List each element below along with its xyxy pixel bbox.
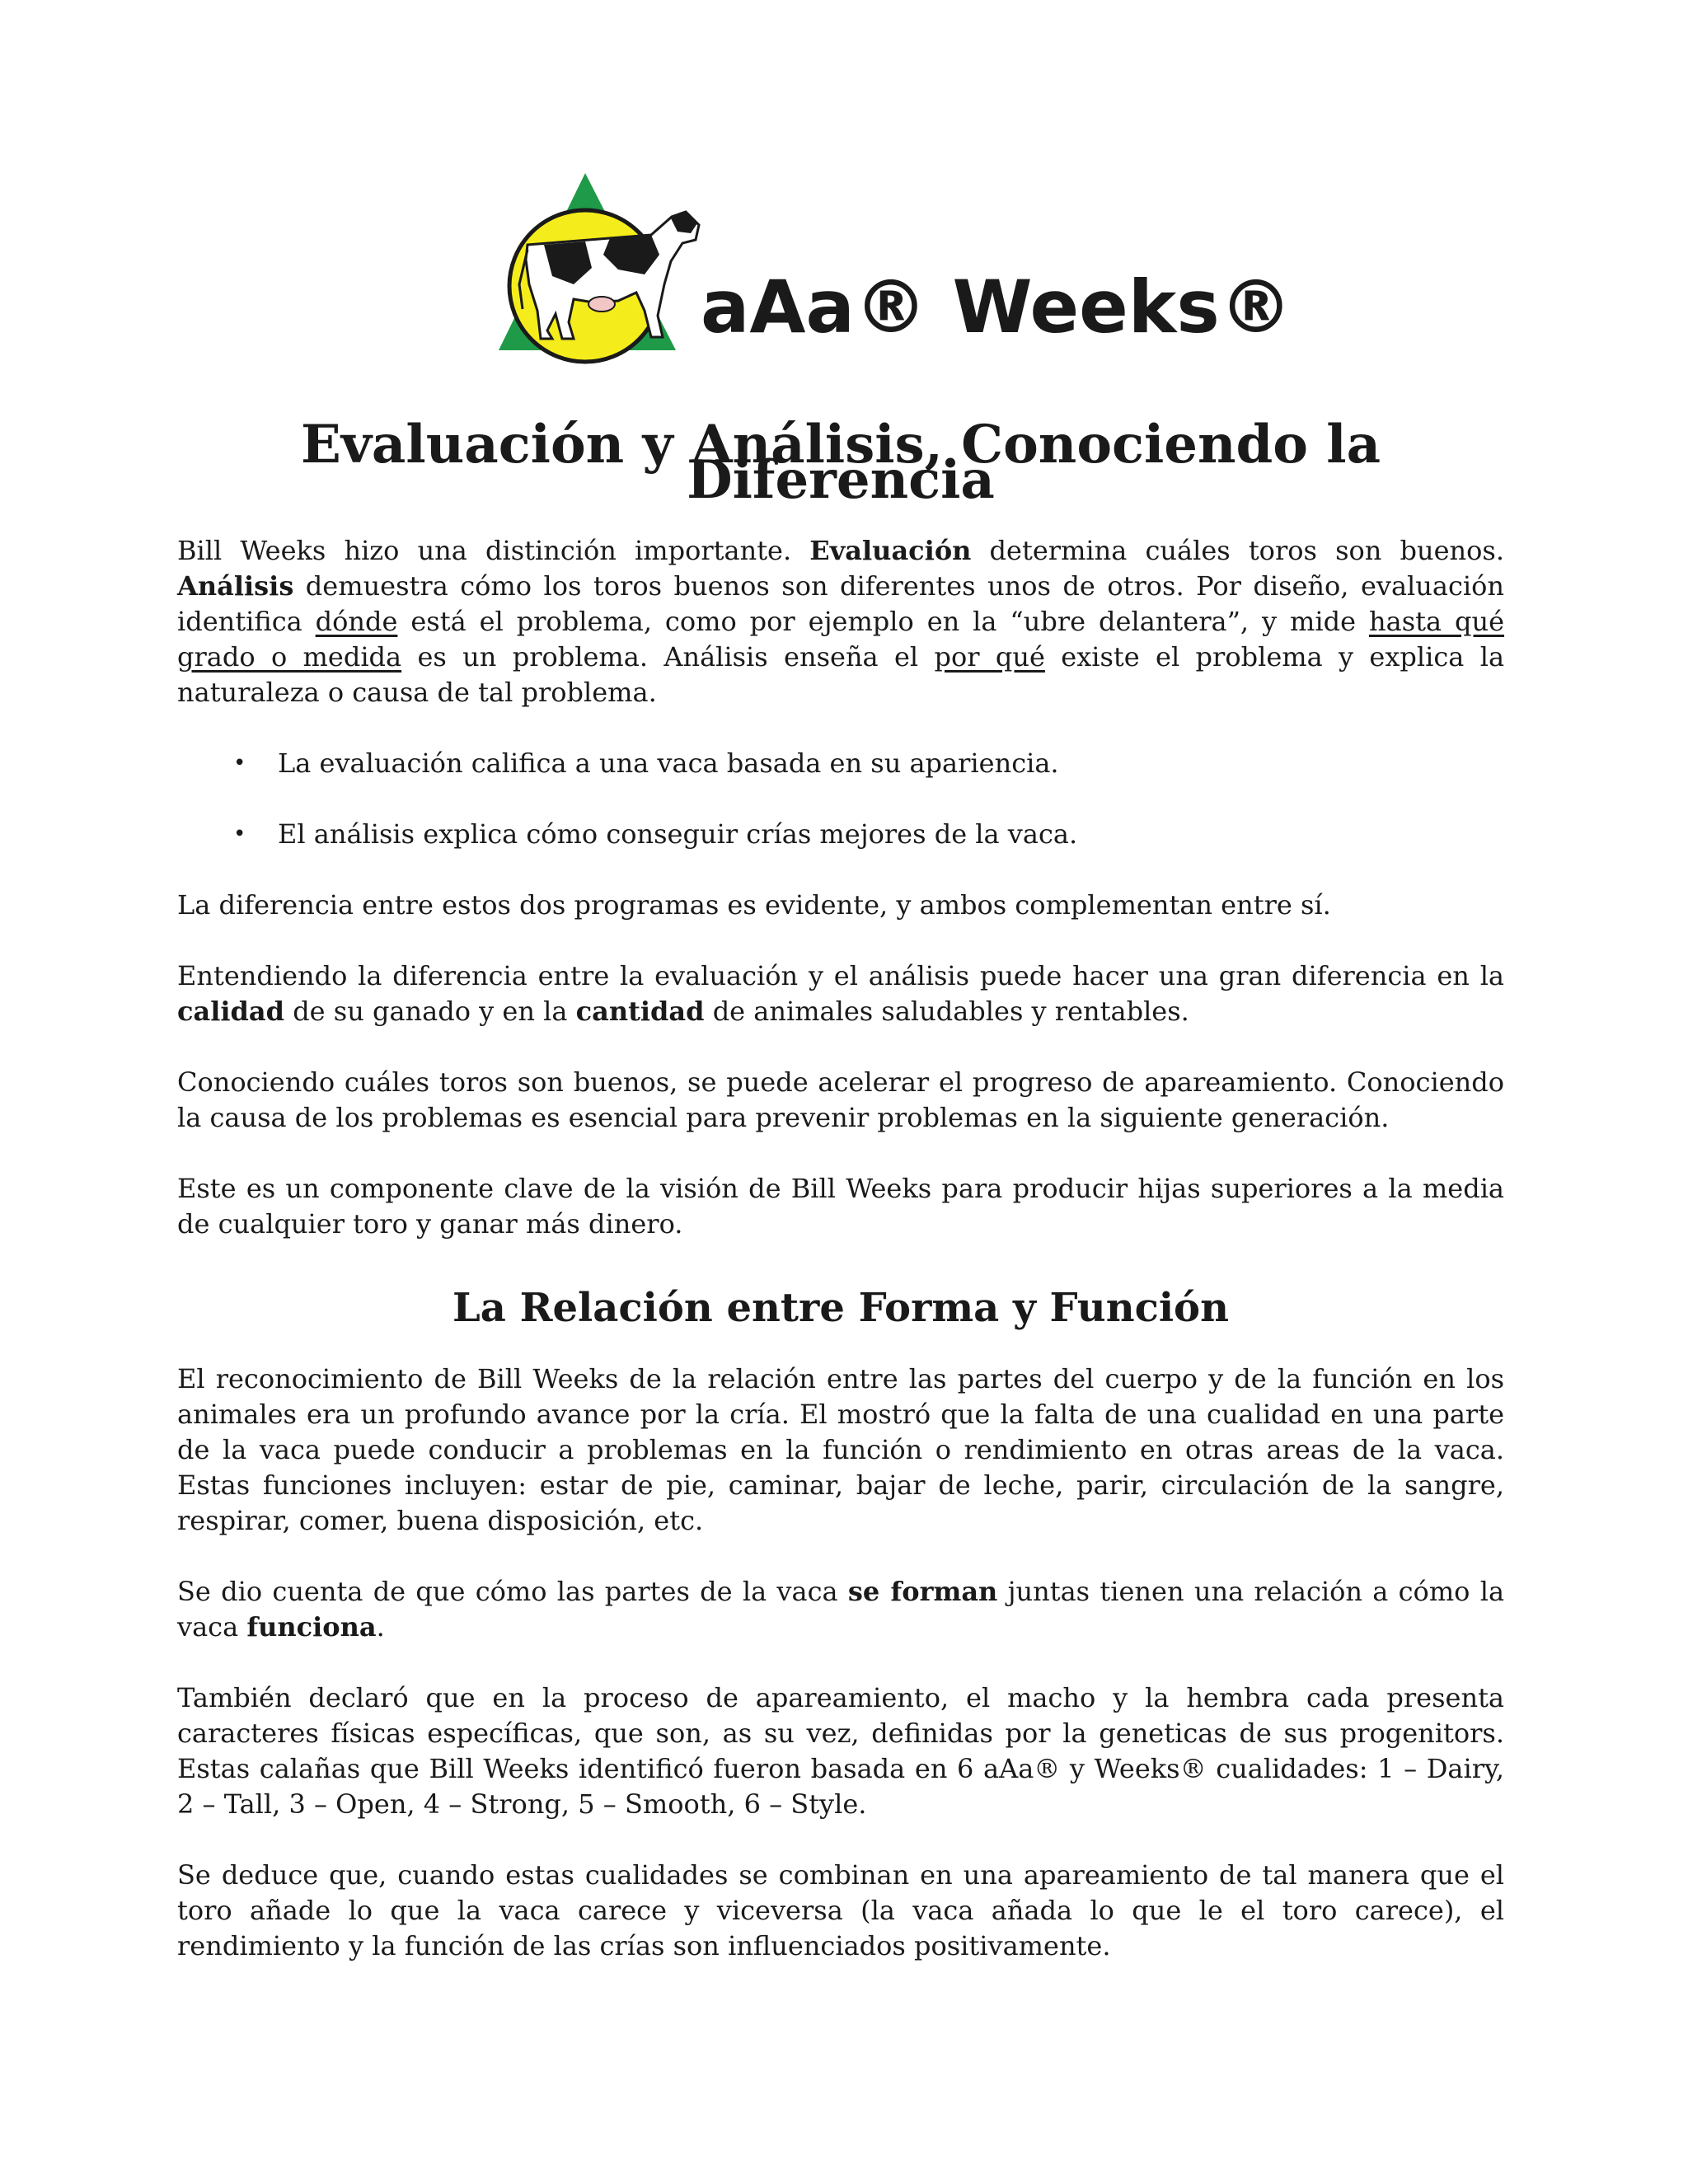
- section1-bullet-list: [177, 746, 1504, 852]
- list-item: • El análisis explica cómo conseguir crías mejores de la vaca.: [177, 817, 1504, 852]
- list-item: • La evaluación califica a una vaca basada en su apariencia.: [177, 746, 1504, 781]
- section2-paragraph-2: Se dio cuenta de que cómo las partes de la vaca se forman juntas tienen una relación a cómo la vaca funciona.: [177, 1576, 1505, 1643]
- section1-title: Evaluación y Análisis, Conociendo la Diferencia: [300, 414, 1381, 511]
- section1-paragraph-2: La diferencia entre estos dos programas es evidente, y ambos complementan entre sí.: [177, 889, 1331, 921]
- section2-paragraph-3: También declaró que en la proceso de apareamiento, el macho y la hembra cada presenta caracteres físicas específicas, que son, as su vez, definidas por la geneticas de sus progenitors. Estas calañas que Bill Weeks identificó fueron basada en 6 aAa® y Weeks® cualidades: 1 – Dairy, 2 – Tall, 3 – Open, 4 – Strong, 5 – Smooth, 6 – Style.: [177, 1682, 1504, 1820]
- section2-paragraph-4: Se deduce que, cuando estas cualidades se combinan en una apareamiento de tal manera que el toro añade lo que la vaca carece y viceversa (la vaca añada lo que le el toro carece), el rendimiento y la función de las crías son influenciados positivamente.: [177, 1859, 1504, 1961]
- bullet-icon: •: [233, 751, 246, 776]
- logo-brand-text: aAa® Weeks®: [701, 265, 1292, 349]
- section1-paragraph-5: Este es un componente clave de la visión de Bill Weeks para producir hijas superiores a la media de cualquier toro y ganar más dinero.: [177, 1173, 1504, 1240]
- section1-paragraph-1: Bill Weeks hizo una distinción importante. Evaluación determina cuáles toros son buenos. Análisis demuestra cómo los toros buenos son diferentes unos de otros. Por diseño, evaluación identifica dónde está el problema, como por ejemplo en la “ubre delantera”, y mide hasta qué grado o medida es un problema. Análisis enseña el por qué existe el problema y explica la naturaleza o causa de tal problema.: [177, 535, 1505, 708]
- document-body: [177, 414, 1505, 1964]
- aaa-weeks-logo: [495, 169, 1292, 367]
- bullet-icon: •: [233, 822, 246, 846]
- section2-title: La Relación entre Forma y Función: [452, 1285, 1229, 1331]
- section2-paragraph-1: El reconocimiento de Bill Weeks de la relación entre las partes del cuerpo y de la función en los animales era un profundo avance por la cría. El mostró que la falta de una cualidad en una parte de la vaca puede conducir a problemas en la función o rendimiento en otras areas de la vaca. Estas funciones incluyen: estar de pie, caminar, bajar de leche, parir, circulación de la sangre, respirar, comer, buena disposición, etc.: [177, 1363, 1504, 1536]
- section1-paragraph-3: Entendiendo la diferencia entre la evaluación y el análisis puede hacer una gran diferencia en la calidad de su ganado y en la cantidad de animales saludables y rentables.: [177, 960, 1504, 1027]
- section1-paragraph-4: Conociendo cuáles toros son buenos, se puede acelerar el progreso de apareamiento. Conociendo la causa de los problemas es esencial para prevenir problemas en la siguiente generación.: [177, 1066, 1504, 1133]
